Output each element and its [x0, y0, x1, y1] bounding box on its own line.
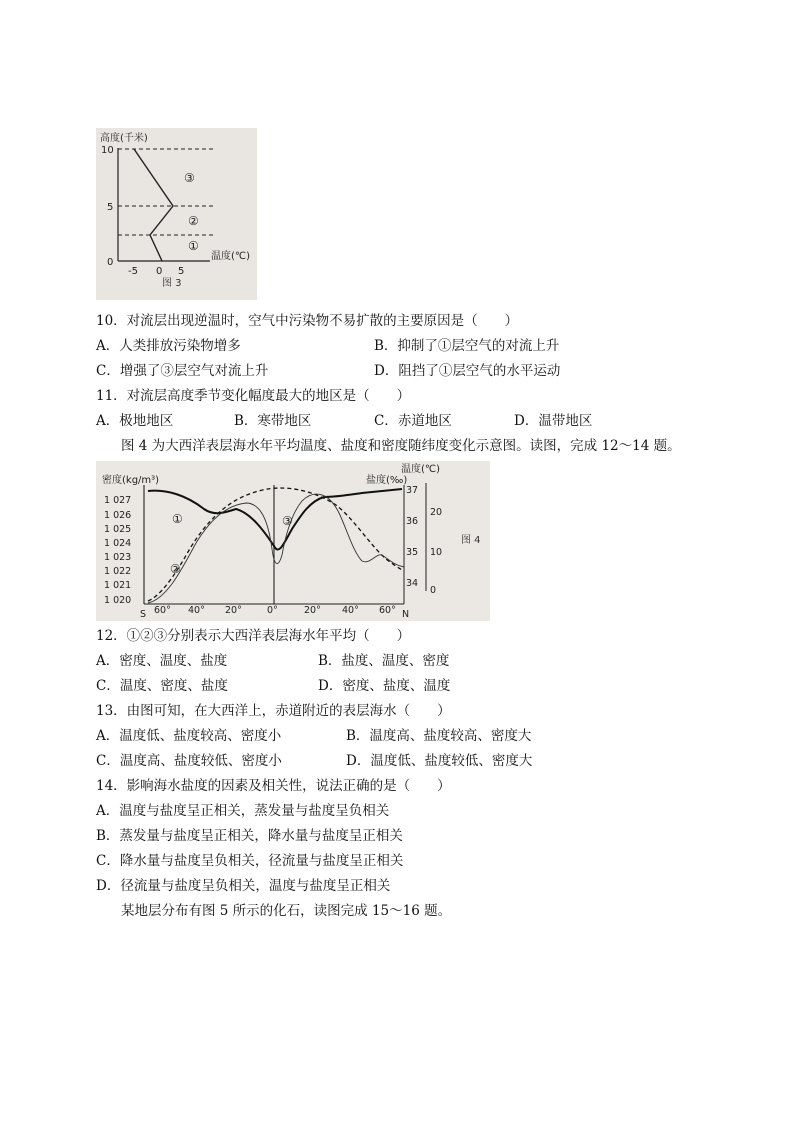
fig4-curve-density — [148, 489, 402, 550]
q11-option-a: A．极地地区 — [96, 413, 174, 429]
fig4-lat-S: S — [140, 609, 147, 620]
q13-option-c: C．温度高、盐度较低、密度小 — [96, 753, 282, 769]
figure-4 — [96, 461, 490, 621]
fig3-layer-3: ③ — [184, 171, 195, 185]
q13-option-d: D．温度低、盐度较低、密度大 — [346, 753, 533, 769]
fig3-xtick-5: 5 — [178, 266, 185, 277]
intro-fig5: 某地层分布有图 5 所示的化石，读图完成 15～16 题。 — [121, 903, 452, 919]
fig4-density-tick-1026: 1 026 — [104, 510, 132, 521]
fig3-ytick-10: 10 — [101, 145, 114, 156]
q10-option-a: A．人类排放污染物增多 — [96, 338, 241, 354]
fig4-lat-20N: 20° — [304, 605, 321, 616]
fig3-xtick-m5: -5 — [128, 266, 138, 277]
q10-option-d: D．阻挡了①层空气的水平运动 — [374, 363, 561, 379]
fig4-density-tick-1020: 1 020 — [104, 595, 132, 606]
fig4-temp-tick-0: 0 — [430, 585, 437, 596]
fig4-temp-tick-20: 20 — [430, 507, 443, 518]
q14-option-b: B．蒸发量与盐度呈正相关，降水量与盐度呈正相关 — [96, 828, 403, 844]
fig4-temp-tick-10: 10 — [430, 547, 443, 558]
q12-option-d: D．密度、盐度、温度 — [318, 678, 451, 694]
figure-3 — [96, 128, 257, 300]
fig4-lat-0: 0° — [267, 605, 278, 616]
fig3-layer-2: ② — [188, 214, 199, 228]
fig4-density-tick-1025: 1 025 — [104, 524, 132, 535]
q10-option-b: B．抑制了①层空气的对流上升 — [374, 338, 560, 354]
q14-stem: 14．影响海水盐度的因素及相关性，说法正确的是（ ） — [96, 778, 451, 794]
fig3-xtick-0: 0 — [156, 266, 163, 277]
fig4-density-label: 密度(kg/m³) — [102, 475, 160, 486]
q12-option-b: B．盐度、温度、密度 — [318, 653, 450, 669]
fig4-lat-40N: 40° — [342, 605, 359, 616]
q14-option-d: D．径流量与盐度呈负相关，温度与盐度呈正相关 — [96, 878, 391, 894]
q10-stem: 10．对流层出现逆温时，空气中污染物不易扩散的主要原因是（ ） — [96, 313, 519, 329]
q12-option-a: A．密度、温度、盐度 — [96, 653, 228, 669]
fig4-salinity-tick-35: 35 — [406, 547, 419, 558]
q12-stem: 12．①②③分别表示大西洋表层海水年平均（ ） — [96, 628, 411, 644]
fig4-lat-60N: 60° — [379, 605, 396, 616]
q11-option-d: D．温带地区 — [514, 413, 593, 429]
q12-option-c: C．温度、密度、盐度 — [96, 678, 228, 694]
fig4-curve-label-2: ② — [170, 562, 181, 576]
fig3-ytick-5: 5 — [107, 202, 114, 213]
q11-option-b: B．寒带地区 — [234, 413, 312, 429]
fig4-density-tick-1027: 1 027 — [104, 495, 132, 506]
fig4-temp-label: 温度(℃) — [401, 464, 441, 475]
fig4-lat-N: N — [402, 609, 410, 620]
fig3-xlabel: 温度(℃) — [211, 251, 251, 262]
fig4-salinity-label: 盐度(‰) — [366, 475, 408, 486]
fig4-salinity-tick-36: 36 — [406, 516, 419, 527]
fig4-lat-60S: 60° — [154, 605, 171, 616]
fig4-salinity-tick-37: 37 — [406, 485, 419, 496]
fig4-lat-20S: 20° — [225, 605, 242, 616]
fig4-salinity-tick-34: 34 — [406, 578, 419, 589]
q11-stem: 11．对流层高度季节变化幅度最大的地区是（ ） — [96, 388, 411, 404]
q10-option-c: C．增强了③层空气对流上升 — [96, 363, 269, 379]
intro-fig4: 图 4 为大西洋表层海水年平均温度、盐度和密度随纬度变化示意图。读图，完成 12～14 题。 — [121, 438, 681, 454]
q11-option-c: C．赤道地区 — [374, 413, 452, 429]
fig4-caption: 图 4 — [461, 535, 481, 546]
fig4-curve-label-1: ① — [172, 512, 183, 526]
q13-option-b: B．温度高、盐度较高、密度大 — [346, 728, 532, 744]
fig3-layer-1: ① — [188, 239, 199, 253]
q14-option-c: C．降水量与盐度呈负相关，径流量与盐度呈正相关 — [96, 853, 404, 869]
fig4-lat-40S: 40° — [188, 605, 205, 616]
q14-option-a: A．温度与盐度呈正相关，蒸发量与盐度呈负相关 — [96, 803, 390, 819]
fig4-curve-temperature — [148, 488, 404, 601]
q13-option-a: A．温度低、盐度较高、密度小 — [96, 728, 282, 744]
fig4-density-tick-1023: 1 023 — [104, 552, 132, 563]
fig4-density-tick-1024: 1 024 — [104, 538, 132, 549]
fig4-density-tick-1022: 1 022 — [104, 566, 132, 577]
q13-stem: 13．由图可知，在大西洋上，赤道附近的表层海水（ ） — [96, 703, 451, 719]
fig3-ylabel: 高度(千米) — [100, 133, 148, 144]
fig4-density-tick-1021: 1 021 — [104, 580, 132, 591]
fig4-curve-label-3: ③ — [282, 514, 293, 528]
fig3-caption: 图 3 — [162, 278, 182, 289]
fig3-ytick-0: 0 — [107, 257, 114, 268]
